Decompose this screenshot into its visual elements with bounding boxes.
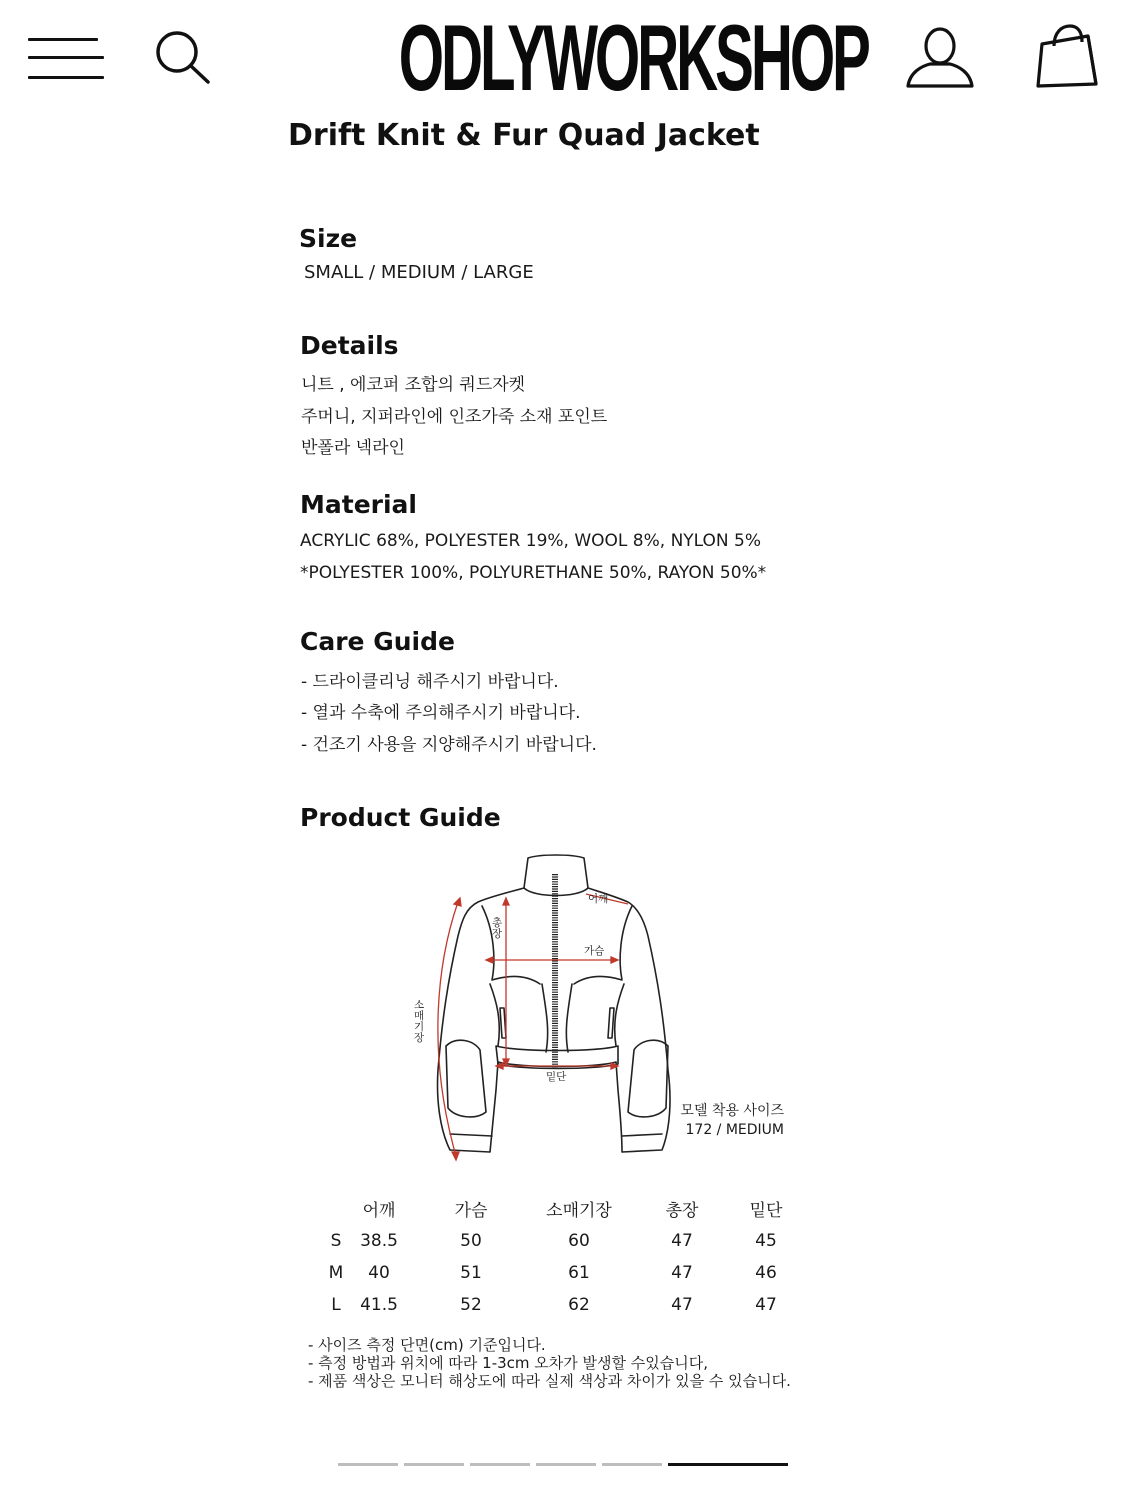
table-cell: 46 xyxy=(755,1263,777,1283)
table-row-label: M xyxy=(328,1263,344,1283)
table-cell: 61 xyxy=(568,1263,590,1283)
hamburger-menu-icon[interactable] xyxy=(28,36,104,84)
product-guide-heading: Product Guide xyxy=(300,803,501,832)
model-note-line-2: 172 / MEDIUM xyxy=(685,1122,784,1138)
table-cell: 41.5 xyxy=(360,1295,398,1315)
note-line-3: - 제품 색상은 모니터 해상도에 따라 실제 색상과 차이가 있을 수 있습니다. xyxy=(308,1372,791,1390)
label-sleeve: 소매기장 xyxy=(414,999,425,1044)
user-icon[interactable] xyxy=(904,24,976,90)
label-chest: 가슴 xyxy=(584,945,605,957)
table-cell: 47 xyxy=(671,1295,693,1315)
details-line-2: 주머니, 지퍼라인에 인조가죽 소재 포인트 xyxy=(301,407,608,427)
size-options: SMALL / MEDIUM / LARGE xyxy=(304,262,534,283)
table-cell: 38.5 xyxy=(360,1231,398,1251)
table-cell: 47 xyxy=(671,1231,693,1251)
carousel-dot-4[interactable] xyxy=(536,1463,596,1466)
table-cell: 52 xyxy=(460,1295,482,1315)
material-heading: Material xyxy=(300,490,417,519)
brand-logo[interactable]: ODLYWORKSHOP xyxy=(398,5,868,110)
product-title: Drift Knit & Fur Quad Jacket xyxy=(288,118,760,153)
table-cell: 40 xyxy=(368,1263,390,1283)
table-row-label: S xyxy=(330,1231,342,1251)
care-heading: Care Guide xyxy=(300,627,455,656)
measurement-notes xyxy=(308,1336,791,1390)
details-line-1: 니트 , 에코퍼 조합의 쿼드자켓 xyxy=(301,375,526,395)
details-line-3: 반폴라 넥라인 xyxy=(301,438,405,458)
header-chest: 가슴 xyxy=(454,1201,488,1221)
care-line-1: - 드라이클리닝 해주시기 바랍니다. xyxy=(301,672,559,692)
carousel-dot-1[interactable] xyxy=(338,1463,398,1466)
label-length: 총장 xyxy=(492,917,503,940)
material-line-2: *POLYESTER 100%, POLYURETHANE 50%, RAYON 50%* xyxy=(300,563,767,583)
details-heading: Details xyxy=(300,331,399,360)
header-shoulder: 어깨 xyxy=(362,1201,396,1221)
table-cell: 60 xyxy=(568,1231,590,1251)
model-note-line-1: 모델 착용 사이즈 xyxy=(680,1103,784,1119)
carousel-dot-3[interactable] xyxy=(470,1463,530,1466)
note-line-1: - 사이즈 측정 단면(cm) 기준입니다. xyxy=(308,1336,546,1354)
carousel-dot-5[interactable] xyxy=(602,1463,662,1466)
header-length: 총장 xyxy=(665,1201,699,1221)
size-heading: Size xyxy=(299,224,358,253)
care-line-2: - 열과 수축에 주의해주시기 바랍니다. xyxy=(301,703,581,723)
table-cell: 50 xyxy=(460,1231,482,1251)
carousel-dot-6-active[interactable] xyxy=(668,1463,788,1466)
table-cell: 47 xyxy=(671,1263,693,1283)
header-hem: 밑단 xyxy=(749,1201,783,1221)
carousel-dot-2[interactable] xyxy=(404,1463,464,1466)
table-cell: 47 xyxy=(755,1295,777,1315)
label-hem: 밑단 xyxy=(546,1071,567,1083)
table-cell: 51 xyxy=(460,1263,482,1283)
shopping-bag-icon[interactable] xyxy=(1032,22,1104,90)
material-line-1: ACRYLIC 68%, POLYESTER 19%, WOOL 8%, NYLON 5% xyxy=(300,531,762,551)
carousel-pager xyxy=(338,1463,798,1467)
table-row-label: L xyxy=(331,1295,341,1315)
table-cell: 45 xyxy=(755,1231,777,1251)
label-shoulder: 어깨 xyxy=(588,893,609,905)
model-size-note xyxy=(640,1102,784,1140)
table-cell: 62 xyxy=(568,1295,590,1315)
note-line-2: - 측정 방법과 위치에 따라 1-3cm 오차가 발생할 수있습니다, xyxy=(308,1354,708,1372)
search-icon[interactable] xyxy=(150,28,214,88)
care-line-3: - 건조기 사용을 지양해주시기 바랍니다. xyxy=(301,735,597,755)
header-sleeve: 소매기장 xyxy=(546,1201,612,1221)
